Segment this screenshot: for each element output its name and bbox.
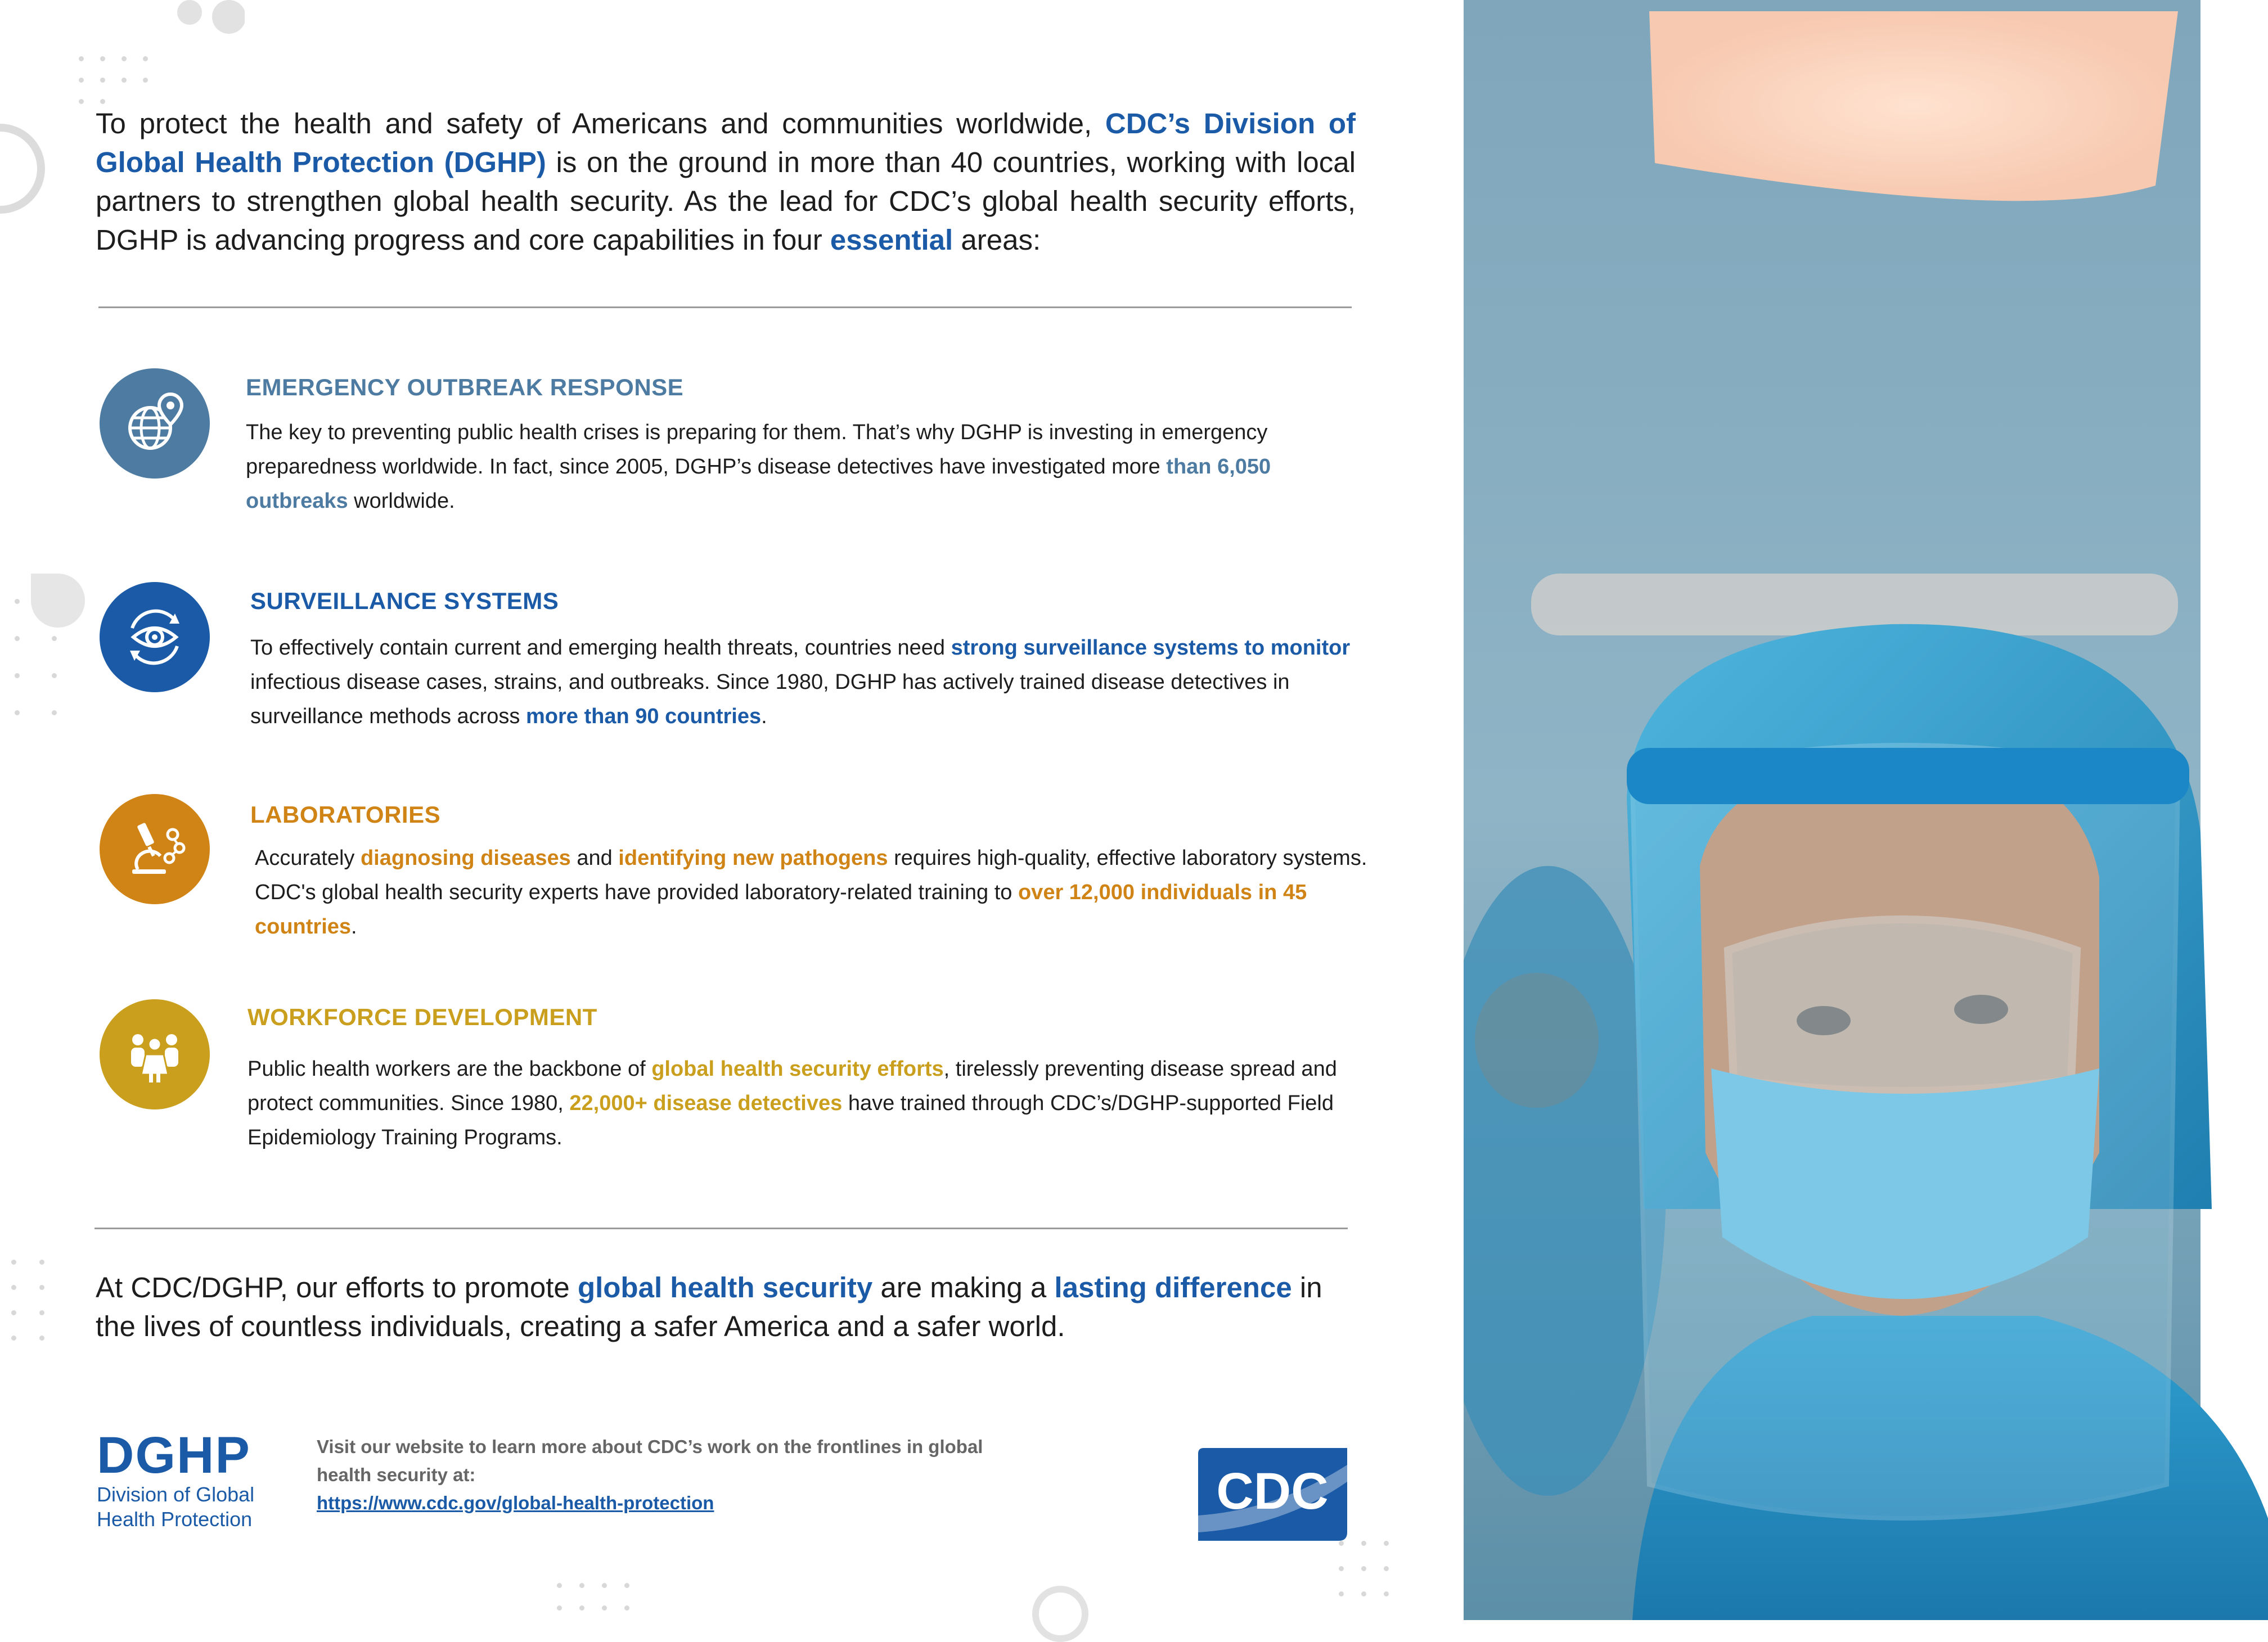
decorative-circle-top — [177, 0, 245, 37]
section-text: infectious disease cases, strains, and outbreaks. Since 1980, DGHP has actively trained disease detectives in surveillance methods across — [250, 670, 1290, 728]
section-body — [248, 1052, 1378, 1155]
section-text: and — [570, 846, 619, 870]
microscope-icon — [100, 794, 210, 904]
closing-paragraph — [96, 1268, 1367, 1346]
section-text: . — [351, 915, 357, 939]
svg-text:CDC: CDC — [1216, 1463, 1329, 1520]
dghp-logo-line2: Health Protection — [97, 1508, 253, 1531]
section-title: LABORATORIES — [250, 801, 441, 828]
section-text: worldwide. — [348, 489, 455, 513]
decorative-ring-left — [0, 124, 45, 214]
intro-text: areas: — [953, 224, 1041, 256]
visit-text: Visit our website to learn more about CDC’s work on the frontlines in global health security at: — [317, 1436, 983, 1485]
section-text: requires high-quality, effective laboratory systems. CDC's global health security experts have provided laboratory-related training to — [255, 846, 1367, 904]
dghp-logo — [97, 1428, 254, 1532]
closing-text: in the lives of countless individuals, creating a safer America and a safer world. — [96, 1271, 1322, 1342]
decorative-half-circle-bottom — [1032, 1586, 1088, 1642]
intro-paragraph — [96, 104, 1356, 259]
cdc-logo — [1198, 1448, 1347, 1541]
section-text: The key to preventing public health crises is preparing for them. That’s why DGHP is investing in emergency preparedness worldwide. In fact, since 2005, DGHP’s disease detectives have investigated more — [246, 421, 1268, 479]
decorative-blob-mid — [31, 574, 85, 628]
dghp-logo-line1: Division of Global — [97, 1483, 255, 1506]
section-body — [246, 416, 1376, 518]
section-text: have trained through CDC’s/DGHP-supported Field Epidemiology Training Programs. — [248, 1091, 1334, 1149]
divider-top — [98, 306, 1352, 308]
intro-highlight-dghp: CDC’s Division of Global Health Protection (DGHP) — [96, 107, 1356, 178]
intro-text: To protect the health and safety of Americans and communities worldwide, — [96, 107, 1105, 139]
closing-highlight: lasting difference — [1054, 1271, 1292, 1303]
intro-text: is on the ground in more than 40 countries, working with local partners to strengthen global health security. As the lead for CDC’s global health security efforts, DGHP is advancing progress and core capabilities in four — [96, 146, 1356, 256]
globe-location-icon — [100, 368, 210, 479]
section-text: Accurately — [255, 846, 361, 870]
people-group-icon — [100, 999, 210, 1109]
section-highlight: than 6,050 outbreaks — [246, 455, 1271, 513]
intro-highlight-essential: essential — [830, 224, 953, 256]
section-text: . — [761, 705, 767, 728]
section-text: , tirelessly preventing disease spread and protect communities. Since 1980, — [248, 1057, 1337, 1115]
section-title: SURVEILLANCE SYSTEMS — [250, 588, 559, 614]
section-body — [255, 841, 1385, 944]
section-highlight: 22,000+ disease detectives — [569, 1091, 843, 1115]
closing-text: are making a — [872, 1271, 1055, 1303]
closing-text: At CDC/DGHP, our efforts to promote — [96, 1271, 578, 1303]
closing-highlight: global health security — [577, 1271, 873, 1303]
health-worker-photo — [1464, 0, 2268, 1620]
visit-website-note — [317, 1433, 992, 1517]
section-title: WORKFORCE DEVELOPMENT — [248, 1004, 597, 1030]
dghp-logo-abbr: DGHP — [97, 1427, 251, 1484]
section-highlight: over 12,000 individuals in 45 countries — [255, 881, 1307, 939]
website-link[interactable]: https://www.cdc.gov/global-health-protection — [317, 1492, 714, 1513]
section-title: EMERGENCY OUTBREAK RESPONSE — [246, 374, 684, 400]
eye-cycle-icon — [100, 582, 210, 692]
section-text: Public health workers are the backbone of — [248, 1057, 652, 1081]
section-highlight: identifying new pathogens — [618, 846, 888, 870]
section-highlight: strong surveillance systems to monitor — [951, 636, 1351, 660]
section-highlight: more than 90 countries — [526, 705, 762, 728]
section-highlight: global health security efforts — [651, 1057, 944, 1081]
section-text: To effectively contain current and emerging health threats, countries need — [250, 636, 951, 660]
divider-bottom — [94, 1228, 1348, 1229]
section-body — [250, 631, 1381, 734]
section-highlight: diagnosing diseases — [360, 846, 571, 870]
